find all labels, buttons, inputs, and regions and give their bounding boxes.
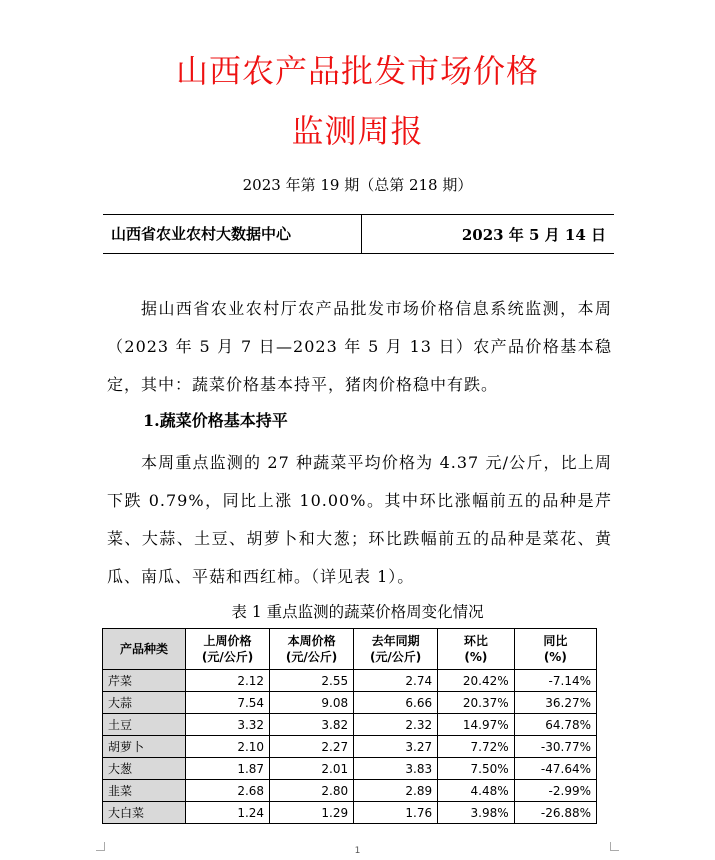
page-number: 1 bbox=[354, 846, 361, 856]
cell-last-week: 1.87 bbox=[186, 758, 270, 780]
cell-product: 大葱 bbox=[103, 758, 186, 780]
cell-wow: 3.98% bbox=[438, 802, 515, 824]
cell-yoy: -30.77% bbox=[514, 736, 596, 758]
cell-last-year: 3.83 bbox=[354, 758, 438, 780]
cell-wow: 20.37% bbox=[438, 692, 515, 714]
table-row bbox=[103, 736, 597, 758]
cell-last-week: 7.54 bbox=[186, 692, 270, 714]
cell-product: 土豆 bbox=[103, 714, 186, 736]
section-heading: 1.蔬菜价格基本持平 bbox=[143, 411, 288, 430]
cell-product: 大蒜 bbox=[103, 692, 186, 714]
table-header-row bbox=[103, 629, 597, 670]
cell-last-week: 2.10 bbox=[186, 736, 270, 758]
cell-product: 芹菜 bbox=[103, 670, 186, 692]
cell-yoy: -7.14% bbox=[514, 670, 596, 692]
cell-yoy: 64.78% bbox=[514, 714, 596, 736]
cell-this-week: 2.01 bbox=[270, 758, 354, 780]
table-caption: 表 1 重点监测的蔬菜价格周变化情况 bbox=[231, 603, 484, 621]
cell-last-week: 1.24 bbox=[186, 802, 270, 824]
cell-last-year: 1.76 bbox=[354, 802, 438, 824]
cell-this-week: 1.29 bbox=[270, 802, 354, 824]
cell-yoy: -26.88% bbox=[514, 802, 596, 824]
table-row bbox=[103, 758, 597, 780]
issue-number: 2023 年第 19 期（总第 218 期） bbox=[242, 176, 473, 194]
cell-this-week: 2.55 bbox=[270, 670, 354, 692]
cell-this-week: 9.08 bbox=[270, 692, 354, 714]
header-this-week: 本周价格 (元/公斤) bbox=[270, 629, 354, 670]
cell-wow: 14.97% bbox=[438, 714, 515, 736]
cell-wow: 7.72% bbox=[438, 736, 515, 758]
cell-yoy: 36.27% bbox=[514, 692, 596, 714]
table-row bbox=[103, 670, 597, 692]
cell-wow: 7.50% bbox=[438, 758, 515, 780]
cell-product: 大白菜 bbox=[103, 802, 186, 824]
cell-last-week: 2.68 bbox=[186, 780, 270, 802]
header-last-week: 上周价格 (元/公斤) bbox=[186, 629, 270, 670]
vegetable-price-table bbox=[102, 628, 597, 824]
cell-yoy: -2.99% bbox=[514, 780, 596, 802]
header-last-year: 去年同期 (元/公斤) bbox=[354, 629, 438, 670]
cell-wow: 4.48% bbox=[438, 780, 515, 802]
organization-name: 山西省农业农村大数据中心 bbox=[103, 215, 362, 253]
cell-last-year: 2.32 bbox=[354, 714, 438, 736]
header-product: 产品种类 bbox=[103, 629, 186, 670]
section-paragraph: 本周重点监测的 27 种蔬菜平均价格为 4.37 元/公斤，比上周下跌 0.79%，同比上涨 10.00%。其中环比涨幅前五的品种是芹菜、大蒜、土豆、胡萝卜和大葱；环比跌幅前五的品种是菜花、黄瓜、南瓜、平菇和西红柿。（详见表 1）。 bbox=[107, 453, 612, 586]
header-yoy: 同比 (%) bbox=[514, 629, 596, 670]
publish-date: 2023 年 5 月 14 日 bbox=[461, 225, 606, 244]
header-wow: 环比 (%) bbox=[438, 629, 515, 670]
cell-last-year: 6.66 bbox=[354, 692, 438, 714]
cell-this-week: 2.27 bbox=[270, 736, 354, 758]
cell-this-week: 2.80 bbox=[270, 780, 354, 802]
cell-last-week: 2.12 bbox=[186, 670, 270, 692]
intro-paragraph: 据山西省农业农村厅农产品批发市场价格信息系统监测，本周（2023 年 5 月 7 日—2023 年 5 月 13 日）农产品价格基本稳定，其中：蔬菜价格基本持平，猪肉价格稳中有跌。 bbox=[107, 299, 612, 394]
report-subtitle: 监测周报 bbox=[291, 112, 424, 150]
cell-wow: 20.42% bbox=[438, 670, 515, 692]
table-row bbox=[103, 714, 597, 736]
cell-last-week: 3.32 bbox=[186, 714, 270, 736]
cell-last-year: 2.89 bbox=[354, 780, 438, 802]
cell-product: 胡萝卜 bbox=[103, 736, 186, 758]
cell-this-week: 3.82 bbox=[270, 714, 354, 736]
cell-product: 韭菜 bbox=[103, 780, 186, 802]
table-row bbox=[103, 692, 597, 714]
table-row bbox=[103, 802, 597, 824]
table-row bbox=[103, 780, 597, 802]
report-title: 山西农产品批发市场价格 bbox=[175, 52, 539, 90]
cell-last-year: 3.27 bbox=[354, 736, 438, 758]
info-bar bbox=[103, 214, 614, 254]
cell-last-year: 2.74 bbox=[354, 670, 438, 692]
cell-yoy: -47.64% bbox=[514, 758, 596, 780]
